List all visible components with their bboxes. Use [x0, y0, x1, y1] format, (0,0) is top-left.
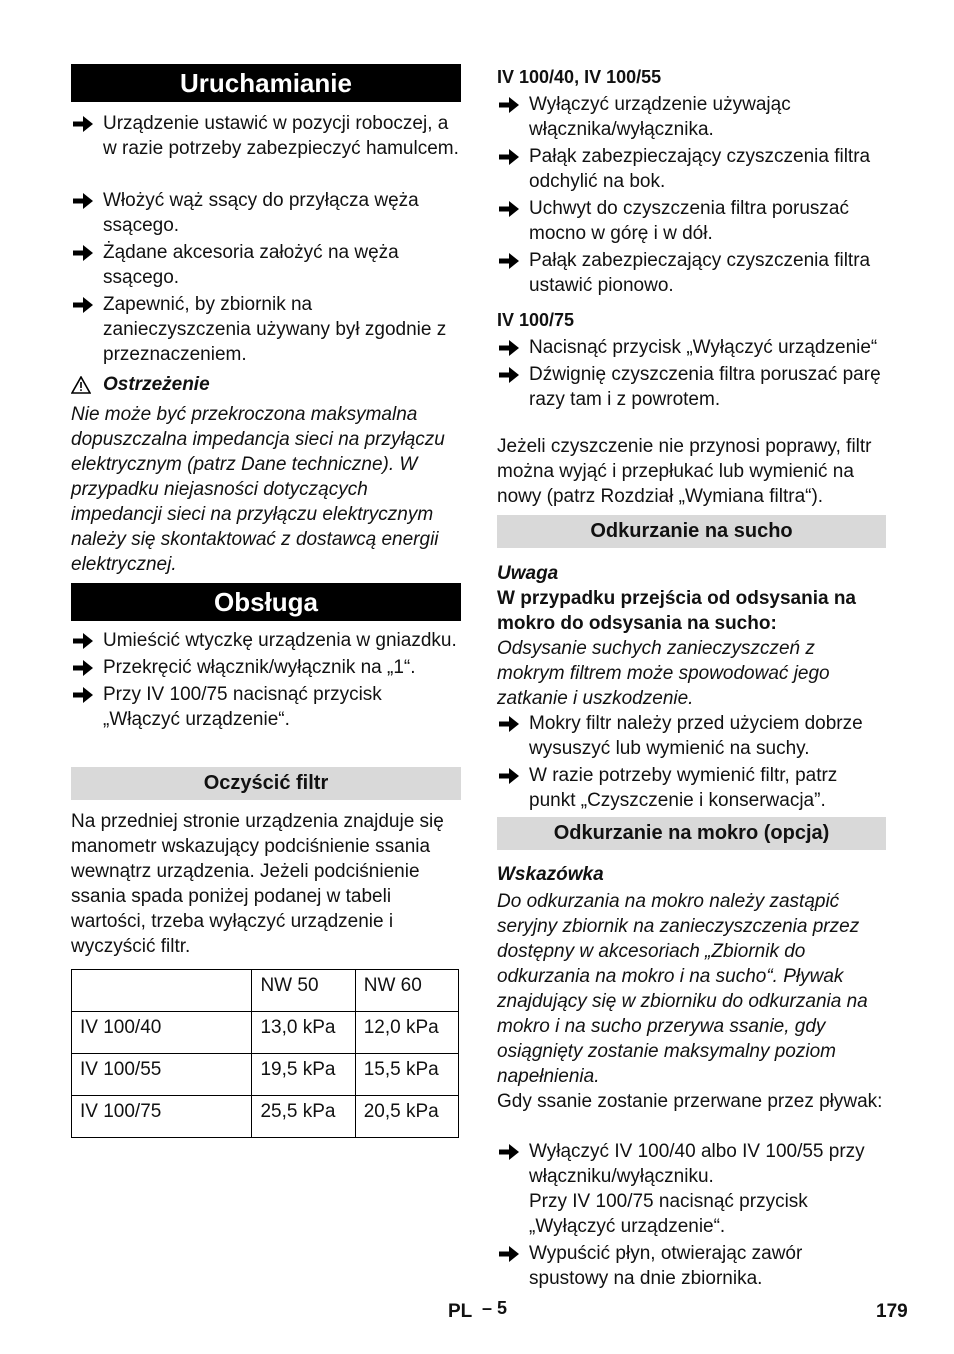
note-text: Odsysanie suchych zanieczyszczeń z mokrym filtrem może spowodować jego zatkanie i uszkodzenie.	[497, 638, 830, 709]
list-item: Żądane akcesoria założyć na węża ssącego.	[71, 240, 461, 290]
hint-title: Wskazówka	[497, 864, 604, 885]
table-row	[72, 1096, 459, 1138]
arrow-right-icon	[73, 188, 97, 213]
list-item: W razie potrzeby wymienić filtr, patrz punkt „Czyszczenie i konserwacja”.	[497, 763, 886, 813]
note-bold-text: W przypadku przejścia od odsysania na mokro do odsysania na sucho:	[497, 588, 856, 634]
warning-text: Nie może być przekroczona maksymalna dopuszczalna impedancja sieci na przyłączu elektrycznym (patrz Dane techniczne). W przypadku niejasności dotyczących impedancji sieci na przyłączu elektrycznym należy się skontaktować z dostawcą energii elektrycznej.	[71, 404, 445, 575]
arrow-right-icon	[73, 655, 97, 680]
table-header-row	[72, 970, 459, 1012]
start-steps-list	[71, 111, 461, 367]
list-item: Mokry filtr należy przed użyciem dobrze wysuszyć lub wymienić na suchy.	[497, 711, 886, 761]
list-item: Zapewnić, by zbiornik na zanieczyszczenia używany był zgodnie z przeznaczeniem.	[71, 292, 461, 367]
filter-text: Na przedniej stronie urządzenia znajduje się manometr wskazujący podciśnienie ssania wewnątrz urządzenia. Jeżeli podciśnienie ssania spada poniżej podanej w tabeli wartości, trzeba wyłączyć urządzenie i wyczyścić filtr.	[71, 811, 444, 957]
table-cell: IV 100/40	[72, 1012, 252, 1054]
table-cell: 15,5 kPa	[355, 1054, 458, 1096]
table-cell: IV 100/75	[72, 1096, 252, 1138]
arrow-right-icon	[499, 335, 523, 360]
heading-obsluga: Obsługa	[71, 583, 461, 621]
heading-uruchamianie: Uruchamianie	[71, 64, 461, 102]
heading-odkurzanie-na-sucho: Odkurzanie na sucho	[497, 515, 886, 548]
arrow-right-icon	[73, 628, 97, 653]
note-title: Uwaga	[497, 563, 559, 584]
arrow-right-icon	[73, 240, 97, 265]
warning-title: Ostrzeżenie	[103, 374, 210, 395]
footer-page-sub: – 5	[482, 1298, 508, 1318]
arrow-right-icon	[73, 292, 97, 317]
arrow-right-icon	[73, 682, 97, 707]
arrow-right-icon	[499, 248, 523, 273]
list-item: Przekręcić włącznik/wyłącznik na „1“.	[71, 655, 461, 680]
table-cell: 12,0 kPa	[355, 1012, 458, 1054]
list-item: Dźwignię czyszczenia filtra poruszać parę razy tam i z powrotem.	[497, 362, 886, 412]
arrow-right-icon	[73, 111, 97, 136]
list-item: Pałąk zabezpieczający czyszczenia filtra ustawić pionowo.	[497, 248, 886, 298]
warning-triangle-icon	[71, 376, 91, 394]
table-cell	[72, 970, 252, 1012]
warning-heading	[71, 372, 461, 397]
table-cell: 20,5 kPa	[355, 1096, 458, 1138]
list-item: Wyłączyć urządzenie używając włącznika/wyłącznika.	[497, 92, 886, 142]
operation-steps-list	[71, 628, 461, 732]
list-item: Uchwyt do czyszczenia filtra poruszać mocno w górę i w dół.	[497, 196, 886, 246]
table-row	[72, 1012, 459, 1054]
table-cell: 25,5 kPa	[252, 1096, 355, 1138]
wet-text: Gdy ssanie zostanie przerwane przez pływak:	[497, 1091, 883, 1112]
dry-steps-list	[497, 711, 886, 813]
arrow-right-icon	[499, 711, 523, 736]
arrow-right-icon	[499, 1241, 523, 1266]
heading-oczyscic-filtr: Oczyścić filtr	[71, 767, 461, 800]
subheading-iv-100-40-55: IV 100/40, IV 100/55	[497, 67, 662, 87]
table-row	[72, 1054, 459, 1096]
pressure-table	[71, 969, 459, 1138]
list-item: Umieścić wtyczkę urządzenia w gniazdku.	[71, 628, 461, 653]
list-item: Włożyć wąż ssący do przyłącza węża ssącego.	[71, 188, 461, 238]
footer-language: PL	[448, 1301, 473, 1322]
list-item: Nacisnąć przycisk „Wyłączyć urządzenie“	[497, 335, 886, 360]
sub2-steps-list	[497, 335, 886, 412]
table-cell: IV 100/55	[72, 1054, 252, 1096]
list-item: Przy IV 100/75 nacisnąć przycisk „Włączyć urządzenie“.	[71, 682, 461, 732]
arrow-right-icon	[499, 362, 523, 387]
arrow-right-icon	[499, 196, 523, 221]
table-cell: 13,0 kPa	[252, 1012, 355, 1054]
arrow-right-icon	[499, 92, 523, 117]
wet-steps-list	[497, 1139, 886, 1291]
list-item: Pałąk zabezpieczający czyszczenia filtra odchylić na bok.	[497, 144, 886, 194]
sub2-text: Jeżeli czyszczenie nie przynosi poprawy, filtr można wyjąć i przepłukać lub wymienić na nowy (patrz Rozdział „Wymiana filtra“).	[497, 436, 872, 507]
table-cell: NW 50	[252, 970, 355, 1012]
arrow-right-icon	[499, 1139, 523, 1164]
list-item-continuation: Przy IV 100/75 nacisnąć przycisk „Wyłączyć urządzenie“.	[529, 1191, 808, 1237]
footer-page-number: 179	[876, 1301, 908, 1322]
table-cell: NW 60	[355, 970, 458, 1012]
hint-text: Do odkurzania na mokro należy zastąpić seryjny zbiornik na zanieczyszczenia przez dostępny w akcesoriach „Zbiornik do odkurzania na mokro i na sucho“. Pływak znajdujący się w zbiorniku do odkurzania na mokro i na sucho przerywa ssanie, gdy osiągnięty zostanie maksymalny poziom napełnienia.	[497, 891, 868, 1087]
list-item: Wypuścić płyn, otwierając zawór spustowy na dnie zbiornika.	[497, 1241, 886, 1291]
table-cell: 19,5 kPa	[252, 1054, 355, 1096]
sub1-steps-list	[497, 92, 886, 298]
arrow-right-icon	[499, 763, 523, 788]
heading-odkurzanie-na-mokro: Odkurzanie na mokro (opcja)	[497, 817, 886, 850]
list-item: Urządzenie ustawić w pozycji roboczej, a w razie potrzeby zabezpieczyć hamulcem.	[71, 111, 461, 186]
arrow-right-icon	[499, 144, 523, 169]
list-item: Wyłączyć IV 100/40 albo IV 100/55 przy włączniku/wyłączniku.	[497, 1139, 886, 1189]
subheading-iv-100-75: IV 100/75	[497, 310, 575, 330]
